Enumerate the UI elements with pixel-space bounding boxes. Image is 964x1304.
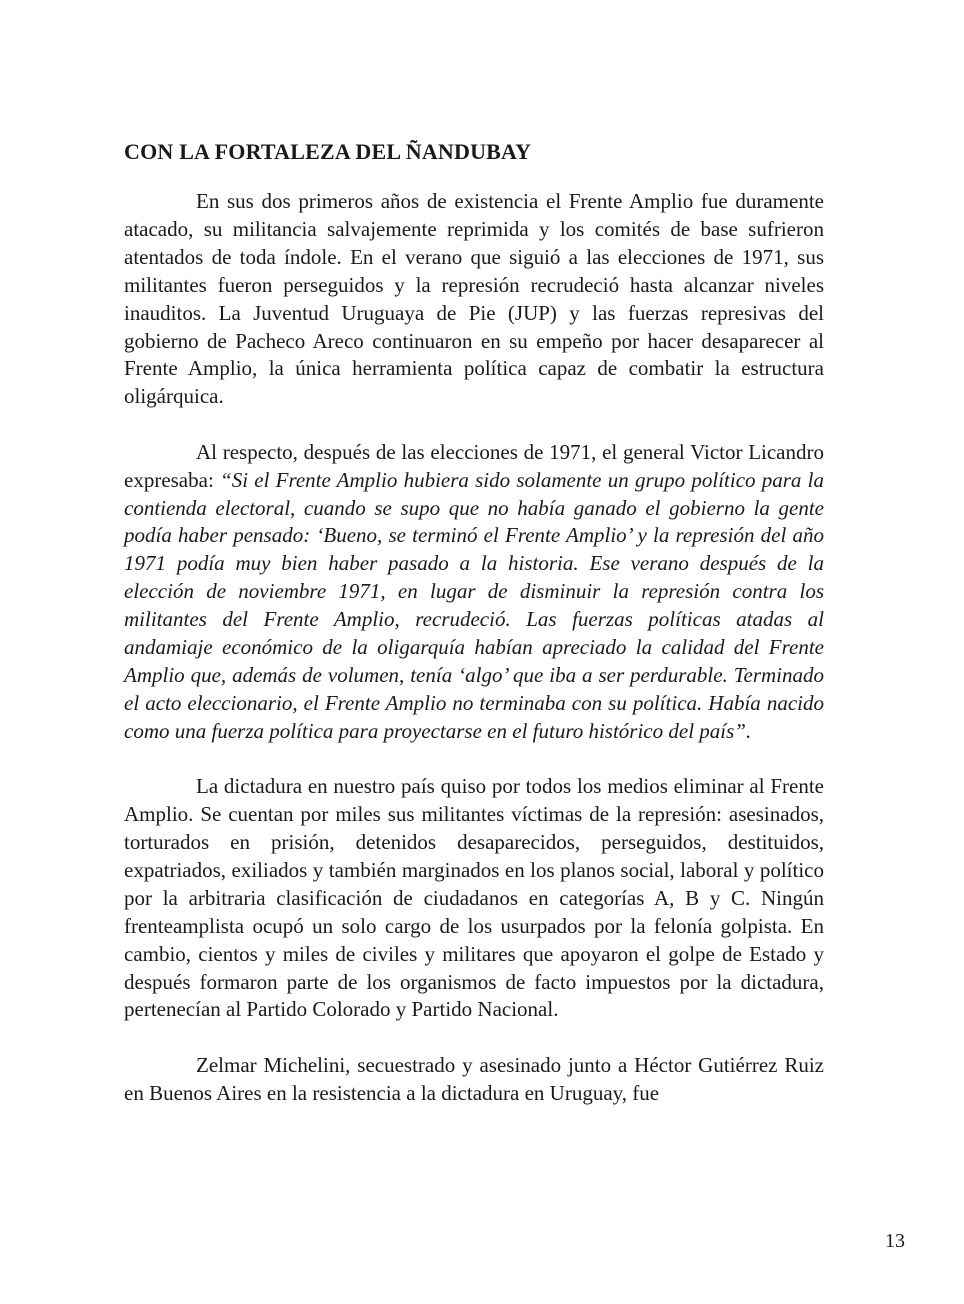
page-content — [124, 138, 824, 1108]
paragraph-1: En sus dos primeros años de existencia el Frente Amplio fue duramente atacado, su militancia salvajemente reprimida y los comités de base sufrieron atentados de toda índole. En el verano que siguió a las elecciones de 1971, sus militantes fueron perseguidos y la represión recrudeció hasta alcanzar niveles inauditos. La Juventud Uruguaya de Pie (JUP) y las fuerzas represivas del gobierno de Pacheco Areco continuaron en su empeño por hacer desaparecer al Frente Amplio, la única herramienta política capaz de combatir la estructura oligárquica. — [124, 189, 824, 409]
licandro-quote: “Si el Frente Amplio hubiera sido solamente un grupo político para la contienda electoral, cuando se supo que no había ganado el gobierno la gente podía haber pensado: ‘Bueno, se terminó el Frente Amplio’ y la represión del año 1971 podía muy bien haber pasado a la historia. Ese verano después de la elección de noviembre 1971, en lugar de disminuir la represión contra los militantes del Frente Amplio, recrudeció. Las fuerzas políticas atadas al andamiaje económico de la oligarquía habían apreciado la calidad del Frente Amplio que, además de volumen, tenía ‘algo’ que iba a ser perdurable. Terminado el acto eleccionario, el Frente Amplio no terminaba con su política. Había nacido como una fuerza política para proyectarse en el futuro histórico del país”. — [124, 467, 824, 743]
page-number: 13 — [885, 1230, 905, 1252]
section-heading: CON LA FORTALEZA DEL ÑANDUBAY — [124, 139, 532, 164]
paragraph-2-intro: Al respecto, después de las elecciones de 1971, el general Victor Licandro expresaba: — [124, 439, 824, 492]
paragraph-2 — [124, 439, 824, 746]
paragraph-3: La dictadura en nuestro país quiso por todos los medios eliminar al Frente Amplio. Se cuentan por miles sus militantes víctimas de la represión: asesinados, torturados en prisión, detenidos desaparecidos, perseguidos, destituidos, expatriados, exiliados y también marginados en los planos social, laboral y político por la arbitraria clasificación de ciudadanos en categorías A, B y C. Ningún frenteamplista ocupó un solo cargo de los usurpados por la felonía golpista. En cambio, cientos y miles de civiles y militares que apoyaron el golpe de Estado y después formaron parte de los organismos de facto impuestos por la dictadura, pertenecían al Partido Colorado y Partido Nacional. — [124, 774, 824, 1022]
paragraph-4: Zelmar Michelini, secuestrado y asesinado junto a Héctor Gutiérrez Ruiz en Buenos Aires en la resistencia a la dictadura en Uruguay, fue — [124, 1052, 824, 1105]
